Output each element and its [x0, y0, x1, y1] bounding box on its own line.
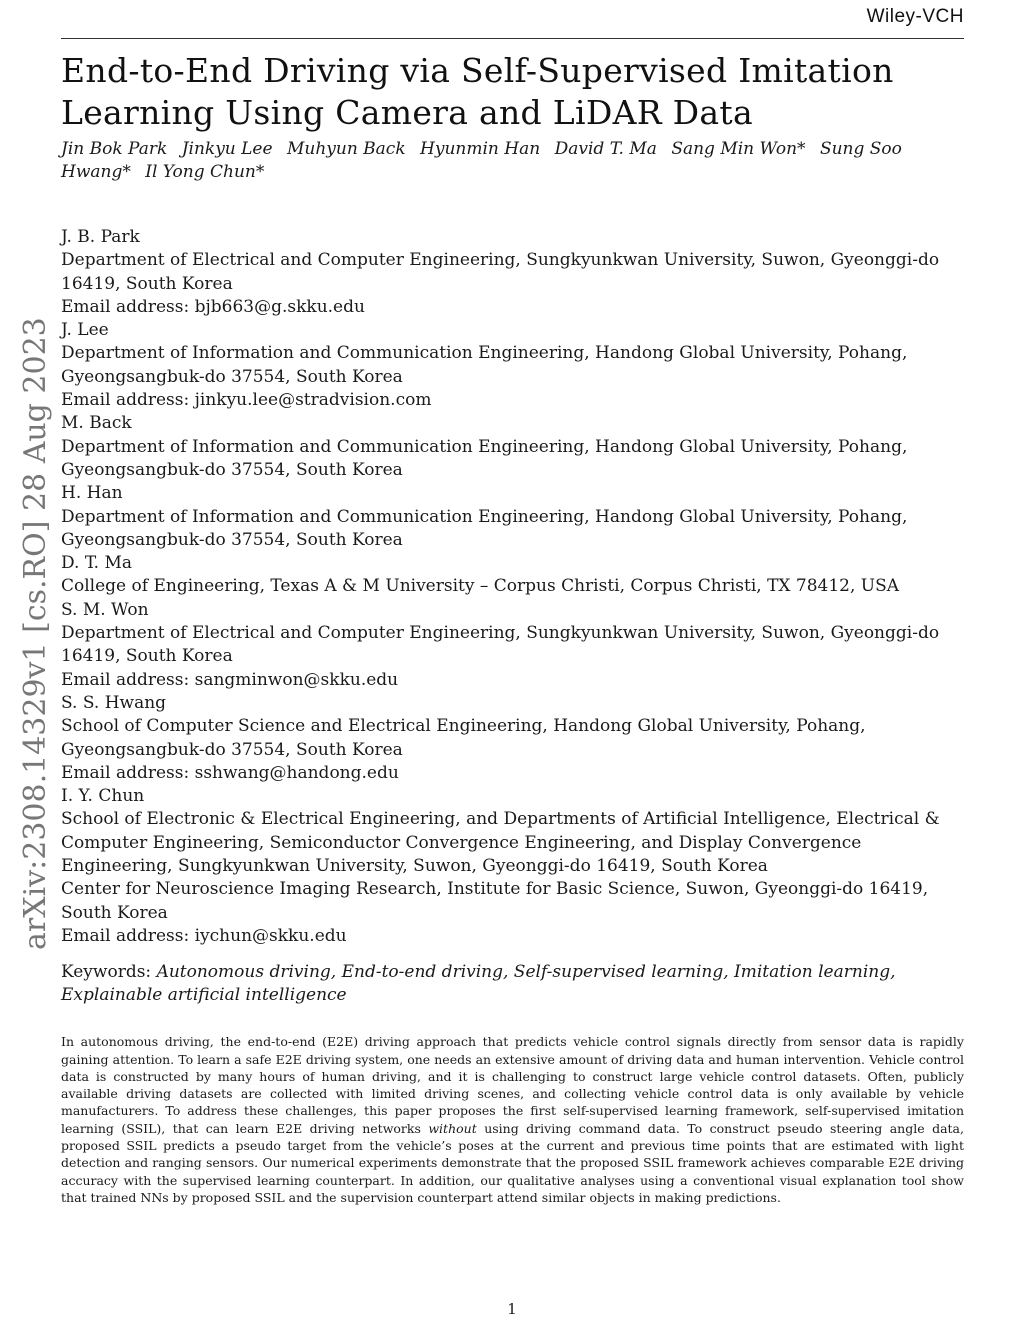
keywords-label: Keywords:	[61, 962, 152, 983]
author: Sung Soo Hwang*	[61, 139, 902, 182]
affiliation-line: S. S. Hwang	[61, 692, 167, 713]
paper-title: End-to-End Driving via Self-Supervised Imitation Learning Using Camera and LiDAR Data	[61, 51, 894, 132]
page-number: 1	[507, 1300, 517, 1318]
keywords-text: Autonomous driving, End-to-end driving, Self-supervised learning, Imitation learning, Explainable artificial intelligence	[61, 962, 896, 1006]
affiliation-line: Department of Information and Communication Engineering, Handong Global University, Pohang, Gyeongsangbuk-do 37554, South Korea	[61, 343, 908, 387]
abstract-emphasis: without	[428, 1120, 477, 1136]
author: Jin Bok Park	[61, 139, 168, 159]
affiliation-line: Email address: bjb663@g.skku.edu	[61, 296, 365, 317]
affiliation-line: Email address: iychun@skku.edu	[61, 925, 347, 946]
affiliation-line: Department of Information and Communication Engineering, Handong Global University, Pohang, Gyeongsangbuk-do 37554, South Korea	[61, 436, 908, 480]
affiliation-line: Department of Electrical and Computer Engineering, Sungkyunkwan University, Suwon, Gyeonggi-do 16419, South Korea	[61, 623, 940, 667]
publisher-logo: Wiley-VCH	[866, 6, 964, 27]
affiliation-line: M. Back	[61, 413, 132, 434]
keywords	[61, 961, 964, 1007]
arxiv-sidebar-stamp: arXiv:2308.14329v1 [cs.RO] 28 Aug 2023	[18, 317, 53, 950]
affiliation-line: J. B. Park	[61, 227, 140, 247]
affiliation-line: J. Lee	[61, 320, 109, 341]
paper-front-matter	[61, 50, 964, 1206]
author: Sang Min Won*	[671, 139, 806, 159]
affiliation-line: Email address: jinkyu.lee@stradvision.com	[61, 390, 432, 411]
header-rule	[61, 38, 964, 39]
author-list	[61, 138, 964, 184]
affiliation-line: Email address: sshwang@handong.edu	[61, 762, 399, 783]
affiliation-line: Center for Neuroscience Imaging Research, Institute for Basic Science, Suwon, Gyeonggi-do 16419, South Korea	[61, 879, 929, 923]
affiliation-line: Department of Electrical and Computer Engineering, Sungkyunkwan University, Suwon, Gyeonggi-do 16419, South Korea	[61, 250, 940, 294]
author: Muhyun Back	[286, 139, 406, 159]
affiliation-line: Department of Information and Communication Engineering, Handong Global University, Pohang, Gyeongsangbuk-do 37554, South Korea	[61, 506, 908, 550]
author: David T. Ma	[554, 139, 657, 159]
abstract-text: using driving command data. To construct pseudo steering angle data, proposed SSIL predicts a pseudo target from the vehicle’s poses at the current and previous time points that are estimated with light detection and ranging sensors. Our numerical experiments demonstrate that the proposed SSIL framework achieves comparable E2E driving accuracy with the supervised learning counterpart. In addition, our qualitative analyses using a conventional visual explanation tool show that trained NNs by proposed SSIL and the supervision counterpart attend similar objects in making predictions.	[61, 1120, 964, 1205]
author: Hyunmin Han	[420, 139, 541, 159]
abstract	[61, 1033, 964, 1206]
affiliation-line: I. Y. Chun	[61, 786, 145, 807]
affiliation-line: S. M. Won	[61, 599, 149, 620]
abstract-text: In autonomous driving, the end-to-end (E2E) driving approach that predicts vehicle control signals directly from sensor data is rapidly gaining attention. To learn a safe E2E driving system, one needs an extensive amount of driving data and human intervention. Vehicle control data is constructed by many hours of human driving, and it is challenging to construct large vehicle control datasets. Often, publicly available driving datasets are collected with limited driving scenes, and collecting vehicle control data is only available by vehicle manufacturers. To address these challenges, this paper proposes the first self-supervised learning framework, self-supervised imitation learning (SSIL), that can learn E2E driving networks	[61, 1034, 964, 1136]
affiliation-line: D. T. Ma	[61, 553, 133, 574]
affiliation-line: College of Engineering, Texas A & M University – Corpus Christi, Corpus Christi, TX 78412, USA	[61, 576, 900, 597]
author: Il Yong Chun*	[145, 162, 265, 182]
affiliation-line: School of Electronic & Electrical Engineering, and Departments of Artificial Intelligence, Electrical & Computer Engineering, Semiconductor Convergence Engineering, and Display Convergence Engineering, Sungkyunkwan University, Suwon, Gyeonggi-do 16419, South Korea	[61, 809, 940, 877]
affiliation-line: H. Han	[61, 483, 123, 504]
author: Jinkyu Lee	[181, 139, 273, 159]
affiliation-list	[61, 226, 964, 948]
affiliation-line: School of Computer Science and Electrical Engineering, Handong Global University, Pohang, Gyeongsangbuk-do 37554, South Korea	[61, 716, 866, 760]
affiliation-line: Email address: sangminwon@skku.edu	[61, 669, 399, 690]
